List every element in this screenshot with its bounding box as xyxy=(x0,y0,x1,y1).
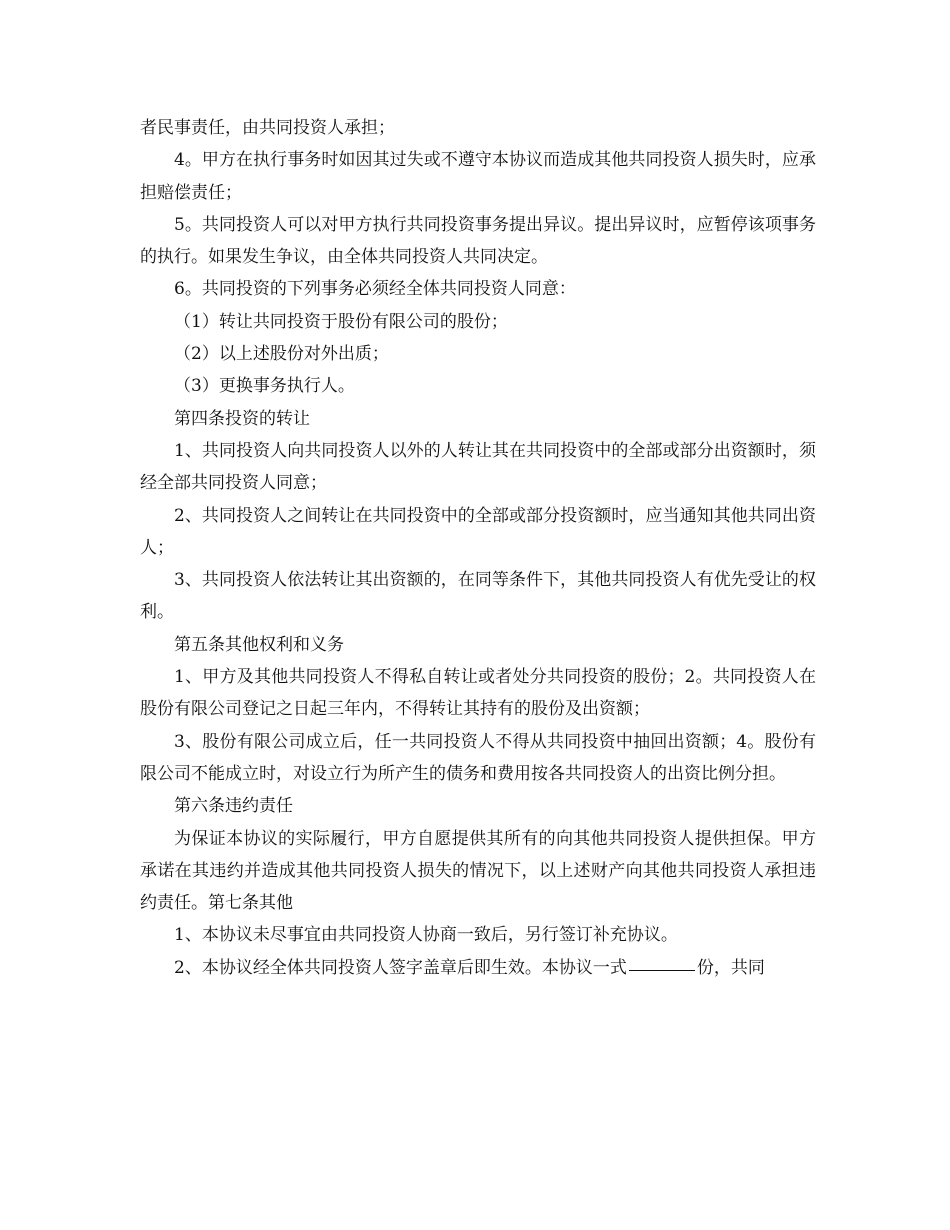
paragraph: 4。甲方在执行事务时如因其过失或不遵守本协议而造成其他共同投资人损失时，应承担赔偿责任； xyxy=(140,150,816,203)
paragraph: 5。共同投资人可以对甲方执行共同投资事务提出异议。提出异议时，应暂停该项事务的执行。如果发生争议，由全体共同投资人共同决定。 xyxy=(140,214,816,268)
paragraph: （3）更换事务执行人。 xyxy=(174,376,355,397)
paragraph-last xyxy=(140,952,816,984)
section-heading: 第五条其他权利和义务 xyxy=(174,634,344,655)
paragraph: （1）转让共同投资于股份有限公司的股份； xyxy=(174,311,508,332)
section-heading: 第四条投资的转让 xyxy=(174,408,310,429)
paragraph: 3、股份有限公司成立后，任一共同投资人不得从共同投资中抽回出资额；4。股份有限公司不能成立时，对设立行为所产生的债务和费用按各共同投资人的出资比例分担。 xyxy=(140,731,816,784)
paragraph: 2、共同投资人之间转让在共同投资中的全部或部分投资额时，应当通知其他共同出资人； xyxy=(140,505,816,558)
paragraph: 为保证本协议的实际履行，甲方自愿提供其所有的向其他共同投资人提供担保。甲方承诺在其违约并造成其他共同投资人损失的情况下，以上述财产向其他共同投资人承担违约责任。第七条其他 xyxy=(140,828,816,914)
paragraph-text-after-blank: 份，共同 xyxy=(696,957,765,978)
paragraph: （2）以上述股份对外出质； xyxy=(174,344,389,365)
paragraph: 者民事责任，由共同投资人承担； xyxy=(140,118,395,138)
paragraph: 3、共同投资人依法转让其出资额的，在同等条件下，其他共同投资人有优先受让的权利。 xyxy=(140,570,816,623)
paragraph-text-before-blank: 2、本协议经全体共同投资人签字盖章后即生效。本协议一式 xyxy=(174,957,627,978)
fill-in-blank xyxy=(629,969,695,971)
section-heading: 第六条违约责任 xyxy=(174,796,293,817)
paragraph: 1、甲方及其他共同投资人不得私自转让或者处分共同投资的股份；2。共同投资人在股份有限公司登记之日起三年内，不得转让其持有的股份及出资额； xyxy=(140,667,816,720)
paragraph: 6。共同投资的下列事务必须经全体共同投资人同意： xyxy=(174,279,576,300)
document-page xyxy=(140,112,816,984)
paragraph: 1、共同投资人向共同投资人以外的人转让其在共同投资中的全部或部分出资额时，须经全部共同投资人同意； xyxy=(140,440,816,494)
paragraph: 1、本协议未尽事宜由共同投资人协商一致后，另行签订补充协议。 xyxy=(174,925,678,946)
